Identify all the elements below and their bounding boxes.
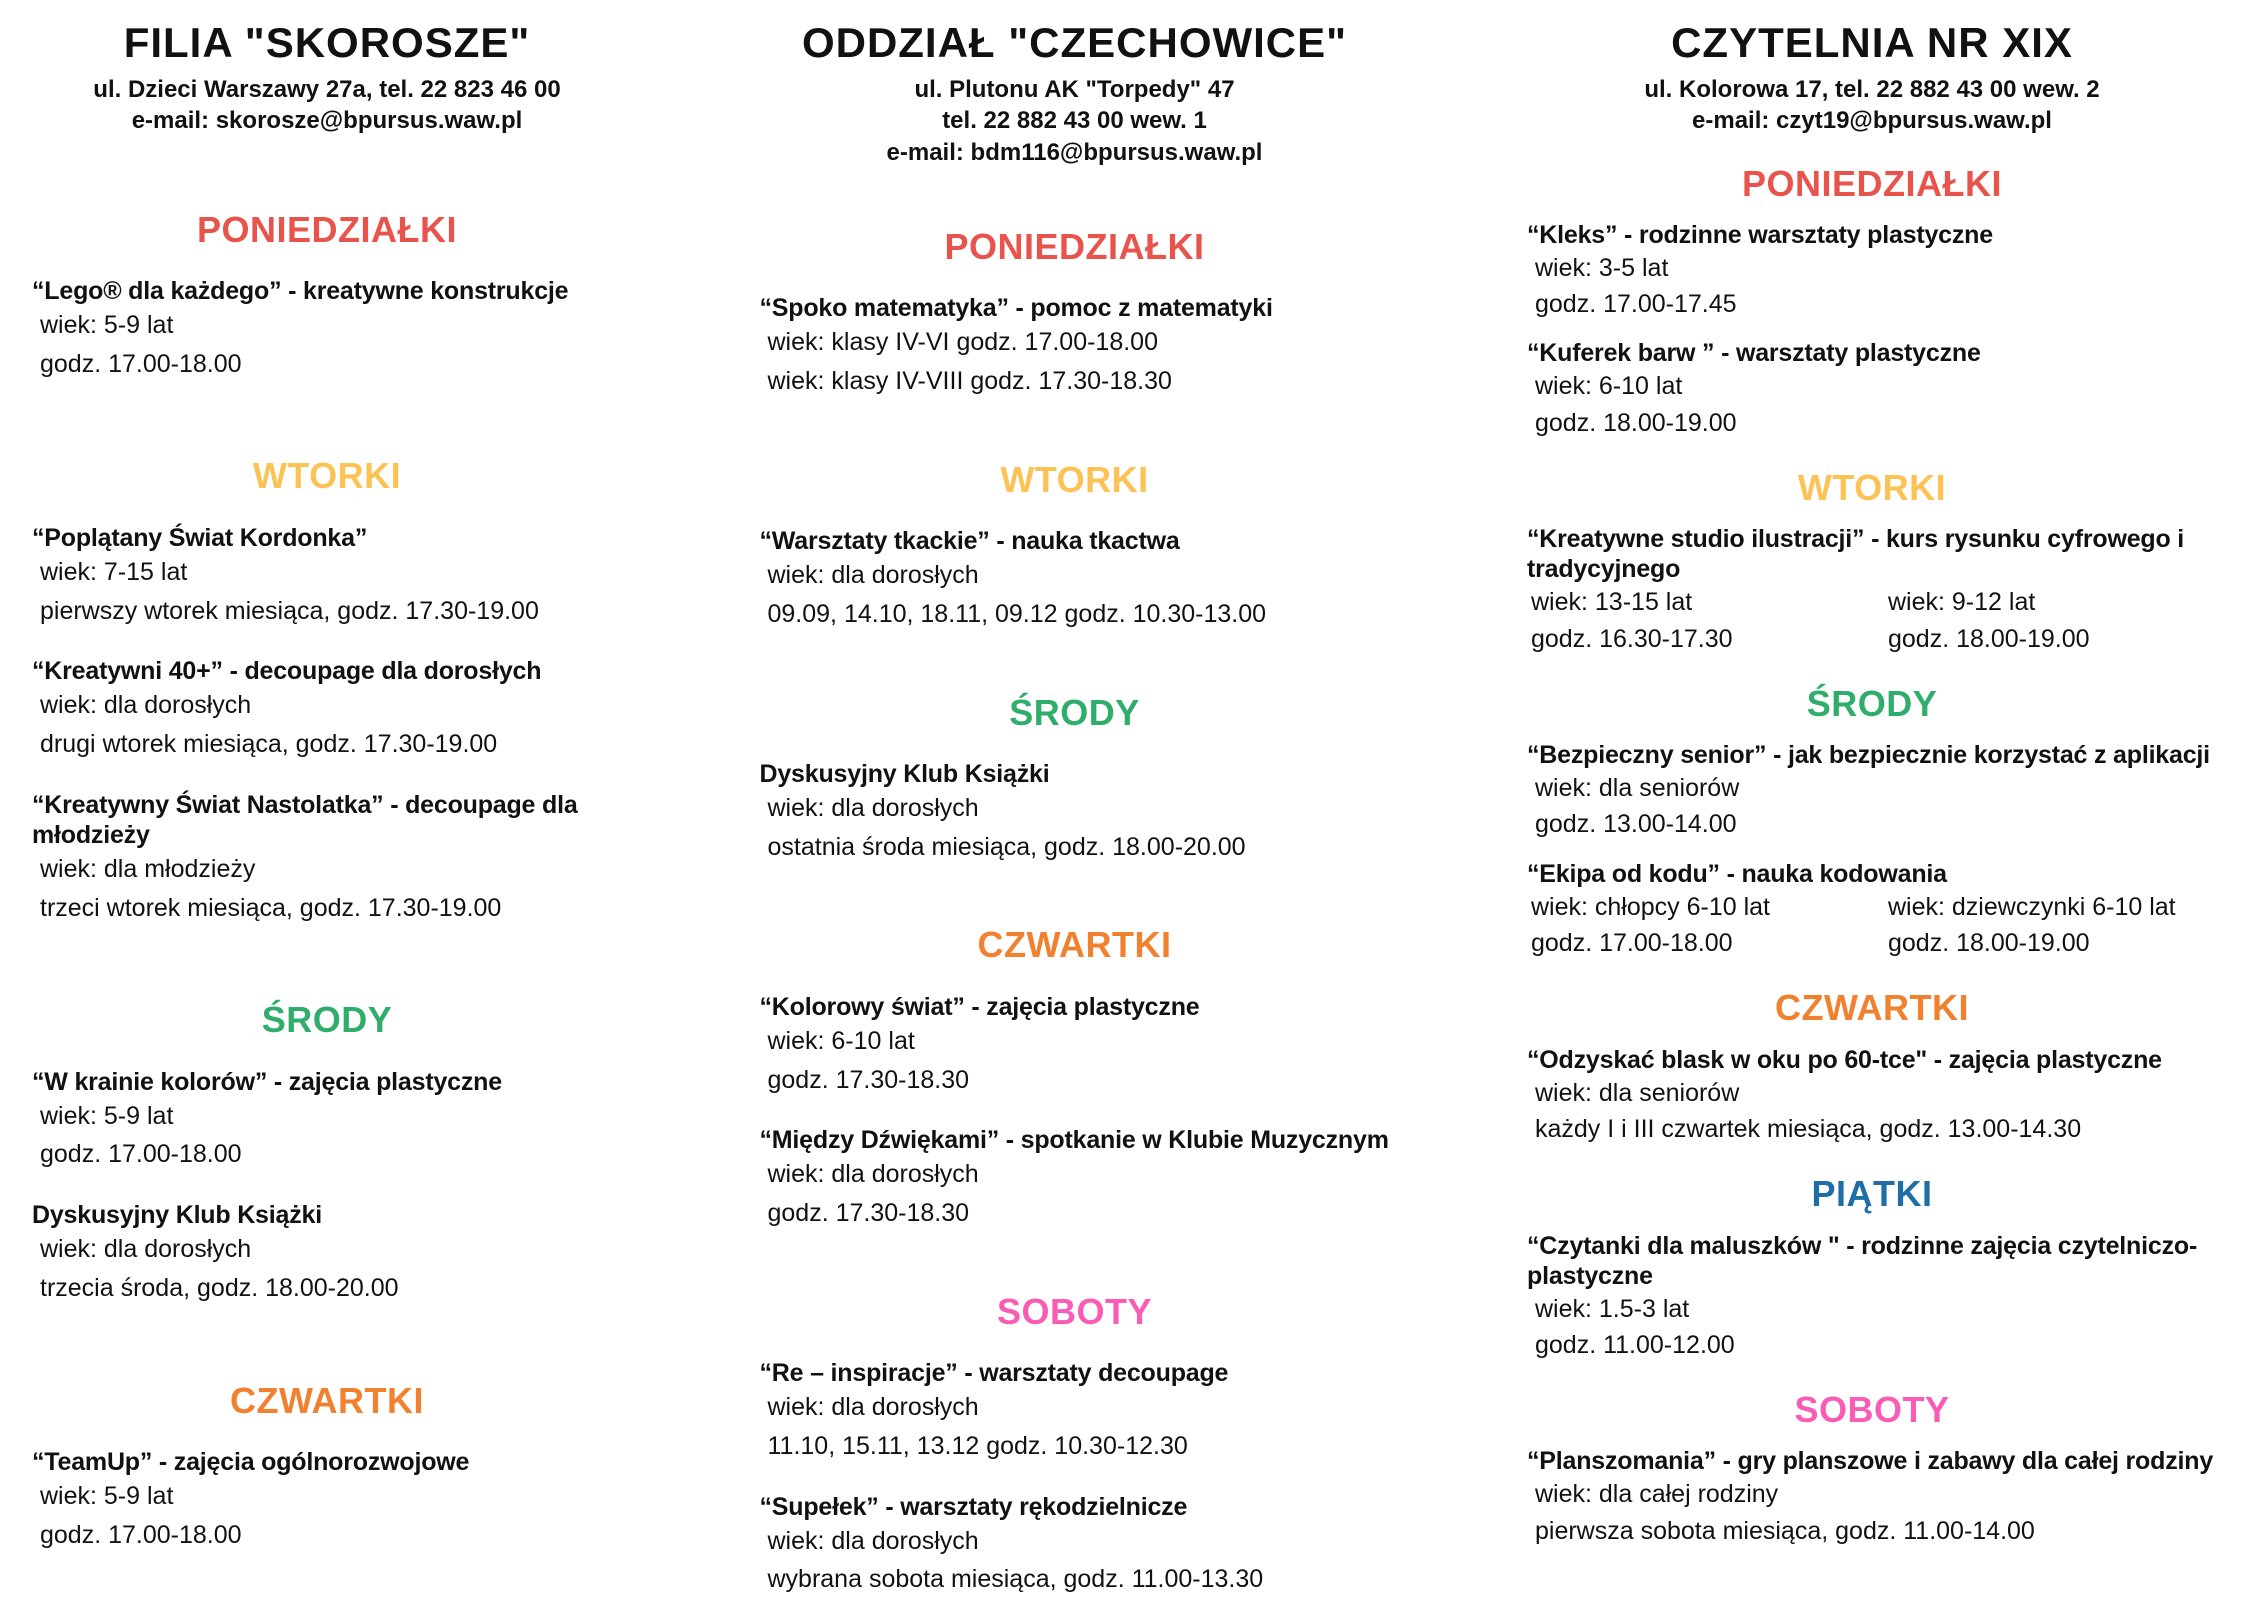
event-detail-columns [1527, 584, 2217, 657]
event [32, 1447, 622, 1555]
day-header: WTORKI [1797, 466, 1947, 508]
day-header: WTORKI [252, 455, 402, 497]
day-section [760, 226, 1390, 401]
event [1527, 338, 2217, 441]
event-detail-line: wiek: 9-12 lat [1888, 588, 2036, 617]
branch-title: CZYTELNIA NR XIX [1671, 19, 2073, 66]
event-title: “Lego® dla każdego” - kreatywne konstrukcje [32, 276, 569, 305]
event-detail-line: godz. 17.30-18.30 [767, 1199, 970, 1228]
event-title: “Kolorowy świat” - zajęcia plastyczne [759, 992, 1200, 1021]
branch-column [32, 20, 622, 1599]
event [1527, 859, 2217, 962]
day-header: CZWARTKI [977, 924, 1172, 966]
event-detail-line: pierwsza sobota miesiąca, godz. 11.00-14.00 [1535, 1516, 2035, 1545]
event [760, 992, 1390, 1100]
event-detail-line: godz. 13.00-14.00 [1535, 810, 1737, 839]
event-title: “Supełek” - warsztaty rękodzielnicze [759, 1492, 1188, 1521]
day-header: PONIEDZIAŁKI [196, 208, 457, 250]
event [32, 523, 622, 631]
event-title: “Kleks” - rodzinne warsztaty plastyczne [1527, 220, 1993, 249]
event-detail-col [1884, 889, 2217, 962]
day-header: CZWARTKI [230, 1379, 424, 1421]
day-section [32, 1380, 622, 1555]
event-detail-line: wiek: 7-15 lat [40, 557, 188, 586]
event-title: “Bezpieczny senior” - jak bezpiecznie korzystać z aplikacji [1527, 741, 2210, 770]
event-detail-line: wiek: dla dorosłych [40, 691, 252, 720]
event-detail-line: godz. 11.00-12.00 [1535, 1330, 1735, 1359]
day-header: SOBOTY [1794, 1389, 1950, 1431]
branch-address-line: e-mail: czyt19@bpursus.waw.pl [1692, 107, 2052, 135]
event [760, 293, 1390, 401]
event-title: “Kuferek barw ” - warsztaty plastyczne [1527, 339, 1981, 368]
event-detail-col [1527, 584, 1860, 657]
branch-address-line: e-mail: bdm116@bpursus.waw.pl [886, 138, 1263, 166]
event-detail-line: trzecia środa, godz. 18.00-20.00 [40, 1273, 399, 1302]
event-title: “Między Dźwiękami” - spotkanie w Klubie Muzycznym [759, 1126, 1389, 1155]
event-detail-line: drugi wtorek miesiąca, godz. 17.30-19.00 [40, 730, 498, 759]
event-title: “W krainie kolorów” - zajęcia plastyczne [32, 1067, 502, 1096]
event-detail-line: wiek: 13-15 lat [1531, 588, 1693, 617]
event-detail-line: wiek: dla seniorów [1535, 1078, 1740, 1107]
event-title: “Czytanki dla maluszków " - rodzinne zajęcia czytelniczo-plastyczne [1527, 1231, 2198, 1290]
branch-header [1527, 20, 2217, 137]
branch-column [1527, 20, 2217, 1599]
event-detail-line: wiek: 5-9 lat [40, 310, 174, 339]
event-title: Dyskusyjny Klub Książki [759, 759, 1050, 788]
event-detail-line: wiek: 5-9 lat [40, 1101, 174, 1130]
day-section [1527, 1173, 2217, 1363]
event-detail-line: godz. 17.00-18.00 [40, 1520, 242, 1549]
event [32, 1200, 622, 1308]
event [32, 790, 622, 928]
event [760, 1125, 1390, 1233]
event-detail-line: wiek: dla całej rodziny [1535, 1480, 1779, 1509]
event [1527, 740, 2217, 843]
event-detail-line: godz. 17.00-18.00 [1531, 928, 1733, 957]
event-detail-line: wiek: 6-10 lat [1535, 372, 1683, 401]
day-header: ŚRODY [1806, 682, 1938, 724]
event-detail-line: ostatnia środa miesiąca, godz. 18.00-20.00 [767, 832, 1246, 861]
event-detail-line: wiek: klasy IV-VI godz. 17.00-18.00 [767, 328, 1158, 357]
branch-title: ODDZIAŁ "CZECHOWICE" [801, 19, 1348, 66]
day-section [760, 1291, 1390, 1599]
event [1527, 1231, 2217, 1364]
event-title: “Warsztaty tkackie” - nauka tkactwa [759, 527, 1180, 556]
event-detail-line: wiek: dla dorosłych [767, 1393, 979, 1422]
event-detail-line: wiek: 6-10 lat [767, 1026, 915, 1055]
event [32, 1067, 622, 1175]
day-section [1527, 987, 2217, 1147]
day-section [1527, 163, 2217, 441]
day-header: PIĄTKI [1811, 1173, 1933, 1215]
event-title: “Spoko matematyka” - pomoc z matematyki [759, 294, 1273, 323]
event [32, 276, 622, 384]
day-section [760, 459, 1390, 634]
day-section [760, 924, 1390, 1232]
event-detail-line: 09.09, 14.10, 18.11, 09.12 godz. 10.30-13.00 [767, 599, 1267, 628]
event-detail-line: wiek: dla dorosłych [767, 561, 979, 590]
event [760, 1492, 1390, 1599]
event-detail-line: wiek: 1.5-3 lat [1535, 1294, 1690, 1323]
event-detail-line: wiek: dla dorosłych [767, 1160, 979, 1189]
event [1527, 1446, 2217, 1549]
event-title: “Kreatywny Świat Nastolatka” - decoupage dla młodzieży [32, 790, 578, 849]
event-detail-line: wybrana sobota miesiąca, godz. 11.00-13.30 [767, 1565, 1264, 1594]
event-detail-line: godz. 17.00-18.00 [40, 349, 242, 378]
event-detail-col [1884, 584, 2217, 657]
event [760, 759, 1390, 867]
day-section [760, 692, 1390, 867]
event-detail-line: 11.10, 15.11, 13.12 godz. 10.30-12.30 [767, 1431, 1188, 1460]
branch-header [32, 20, 622, 137]
event-detail-line: godz. 18.00-19.00 [1888, 928, 2090, 957]
event [1527, 1045, 2217, 1148]
day-section [32, 455, 622, 927]
event-title: “Planszomania” - gry planszowe i zabawy dla całej rodziny [1527, 1447, 2214, 1476]
day-header: PONIEDZIAŁKI [944, 225, 1205, 267]
event-detail-line: wiek: chłopcy 6-10 lat [1531, 892, 1771, 921]
event-detail-line: wiek: dla dorosłych [767, 793, 979, 822]
event [32, 656, 622, 764]
event-detail-line: każdy I i III czwartek miesiąca, godz. 13.00-14.30 [1535, 1114, 2082, 1143]
event-detail-columns [1527, 889, 2217, 962]
event-detail-line: godz. 16.30-17.30 [1531, 624, 1733, 653]
event-detail-line: wiek: 3-5 lat [1535, 253, 1669, 282]
day-section [1527, 467, 2217, 657]
day-header: ŚRODY [1009, 691, 1140, 733]
event-title: “Kreatywni 40+” - decoupage dla dorosłych [32, 657, 542, 686]
day-header: PONIEDZIAŁKI [1741, 162, 2002, 204]
day-section [1527, 1389, 2217, 1549]
event [760, 526, 1390, 634]
event-title: “TeamUp” - zajęcia ogólnorozwojowe [32, 1448, 470, 1477]
event-detail-line: trzeci wtorek miesiąca, godz. 17.30-19.00 [40, 893, 502, 922]
branch-address-line: ul. Dzieci Warszawy 27a, tel. 22 823 46 00 [93, 76, 561, 104]
event [1527, 220, 2217, 323]
day-header: SOBOTY [996, 1290, 1152, 1332]
event-title: “Re – inspiracje” - warsztaty decoupage [759, 1359, 1229, 1388]
branch-address-line: tel. 22 882 43 00 wew. 1 [942, 107, 1207, 135]
event-detail-line: pierwszy wtorek miesiąca, godz. 17.30-19.00 [40, 596, 539, 625]
event-detail-col [1527, 889, 1860, 962]
event-detail-line: godz. 18.00-19.00 [1535, 408, 1737, 437]
day-section [32, 209, 622, 384]
event-detail-line: wiek: dla młodzieży [40, 854, 256, 883]
day-section [32, 999, 622, 1307]
event-detail-line: godz. 17.00-17.45 [1535, 290, 1737, 319]
event-detail-line: wiek: klasy IV-VIII godz. 17.30-18.30 [767, 366, 1172, 395]
branch-address-line: e-mail: skorosze@bpursus.waw.pl [131, 107, 523, 135]
event [1527, 524, 2217, 657]
day-header: WTORKI [1000, 458, 1149, 500]
event-detail-line: wiek: dziewczynki 6-10 lat [1888, 892, 2176, 921]
branch-address-line: ul. Plutonu AK "Torpedy" 47 [914, 76, 1235, 104]
event [760, 1358, 1390, 1466]
day-header: CZWARTKI [1775, 987, 1969, 1029]
day-header: ŚRODY [261, 999, 393, 1041]
branch-address-line: ul. Kolorowa 17, tel. 22 882 43 00 wew. 2 [1644, 76, 2100, 104]
day-section [1527, 683, 2217, 961]
branch-title: FILIA "SKOROSZE" [123, 19, 531, 66]
event-title: “Poplątany Świat Kordonka” [32, 523, 368, 552]
branch-header [760, 20, 1390, 168]
event-detail-line: wiek: dla seniorów [1535, 774, 1740, 803]
event-detail-line: godz. 17.00-18.00 [40, 1140, 242, 1169]
event-detail-line: godz. 17.30-18.30 [767, 1065, 970, 1094]
event-title: “Ekipa od kodu” - nauka kodowania [1527, 859, 1947, 888]
event-detail-line: godz. 18.00-19.00 [1888, 624, 2090, 653]
branch-column [760, 20, 1390, 1599]
event-title: “Kreatywne studio ilustracji” - kurs rysunku cyfrowego i tradycyjnego [1527, 525, 2185, 584]
event-detail-line: wiek: 5-9 lat [40, 1482, 174, 1511]
event-title: “Odzyskać blask w oku po 60-tce" - zajęcia plastyczne [1527, 1045, 2162, 1074]
event-detail-line: wiek: dla dorosłych [767, 1526, 979, 1555]
event-title: Dyskusyjny Klub Książki [32, 1201, 322, 1230]
event-detail-line: wiek: dla dorosłych [40, 1235, 252, 1264]
